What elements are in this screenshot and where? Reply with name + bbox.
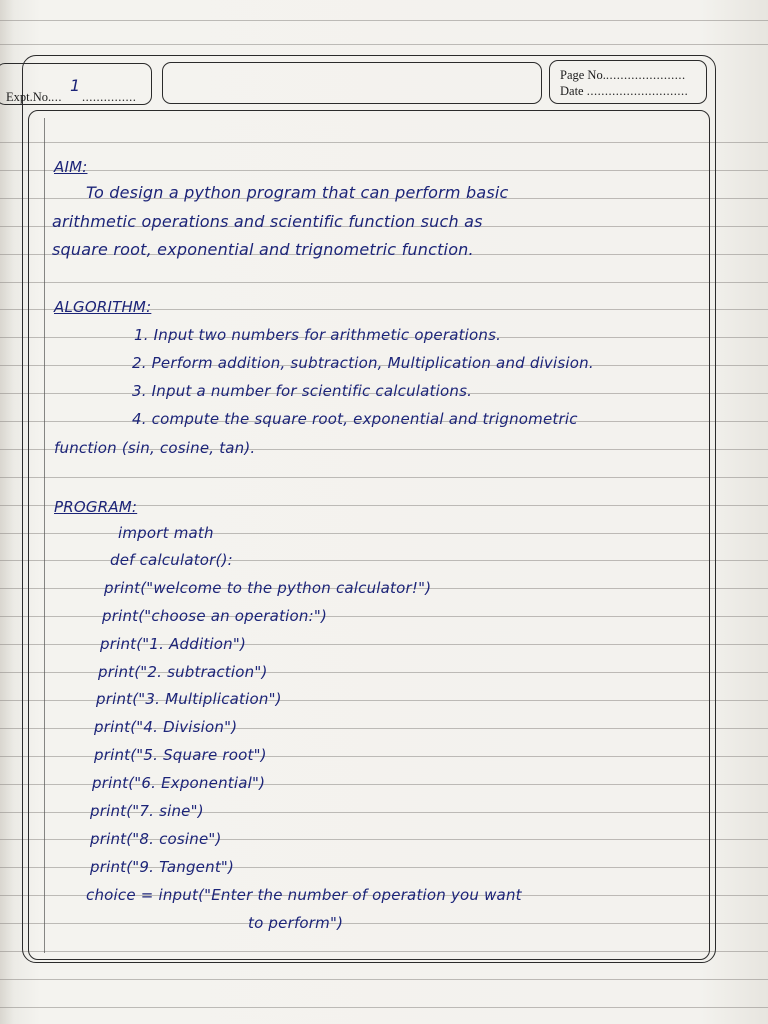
expt-number: 1 xyxy=(70,76,81,95)
code-line-10: print("6. Exponential") xyxy=(92,774,266,792)
page-no-label: Page No....................... xyxy=(560,68,686,82)
code-line-13: print("9. Tangent") xyxy=(90,858,235,876)
code-line-5: print("1. Addition") xyxy=(100,635,247,653)
code-line-7: print("3. Multiplication") xyxy=(96,690,282,708)
code-line-14: choice = input("Enter the number of operation you want xyxy=(86,886,522,904)
expt-no-label: Expt.No.... xyxy=(6,90,63,104)
code-line-6: print("2. subtraction") xyxy=(98,663,268,681)
code-line-15: to perform") xyxy=(248,914,344,932)
algorithm-step-4-cont: function (sin, cosine, tan). xyxy=(54,439,256,457)
ruled-line xyxy=(0,1007,768,1008)
code-line-4: print("choose an operation:") xyxy=(102,607,328,625)
aim-line-2: arithmetic operations and scientific function such as xyxy=(52,212,483,231)
algorithm-step-1: 1. Input two numbers for arithmetic operations. xyxy=(134,326,502,344)
code-line-12: print("8. cosine") xyxy=(90,830,222,848)
ruled-line xyxy=(0,979,768,980)
code-line-9: print("5. Square root") xyxy=(94,746,267,764)
code-line-11: print("7. sine") xyxy=(90,802,204,820)
algorithm-step-3: 3. Input a number for scientific calculations. xyxy=(132,382,473,400)
expt-no-dots: ............... xyxy=(82,90,137,104)
program-heading: PROGRAM: xyxy=(54,498,138,516)
ruled-line xyxy=(0,20,768,21)
algorithm-step-2: 2. Perform addition, subtraction, Multiplication and division. xyxy=(132,354,594,372)
aim-line-1: To design a python program that can perform basic xyxy=(86,183,509,202)
ruled-line xyxy=(0,44,768,45)
date-label: Date ............................ xyxy=(560,84,689,98)
code-line-2: def calculator(): xyxy=(110,551,233,569)
code-line-8: print("4. Division") xyxy=(94,718,238,736)
aim-heading: AIM: xyxy=(54,158,88,176)
title-box xyxy=(162,62,542,104)
algorithm-step-4: 4. compute the square root, exponential and trignometric xyxy=(132,410,578,428)
aim-line-3: square root, exponential and trignometric function. xyxy=(52,240,474,259)
code-line-1: import math xyxy=(118,524,214,542)
algorithm-heading: ALGORITHM: xyxy=(54,298,152,316)
code-line-3: print("welcome to the python calculator!") xyxy=(104,579,432,597)
margin-line xyxy=(44,118,45,953)
